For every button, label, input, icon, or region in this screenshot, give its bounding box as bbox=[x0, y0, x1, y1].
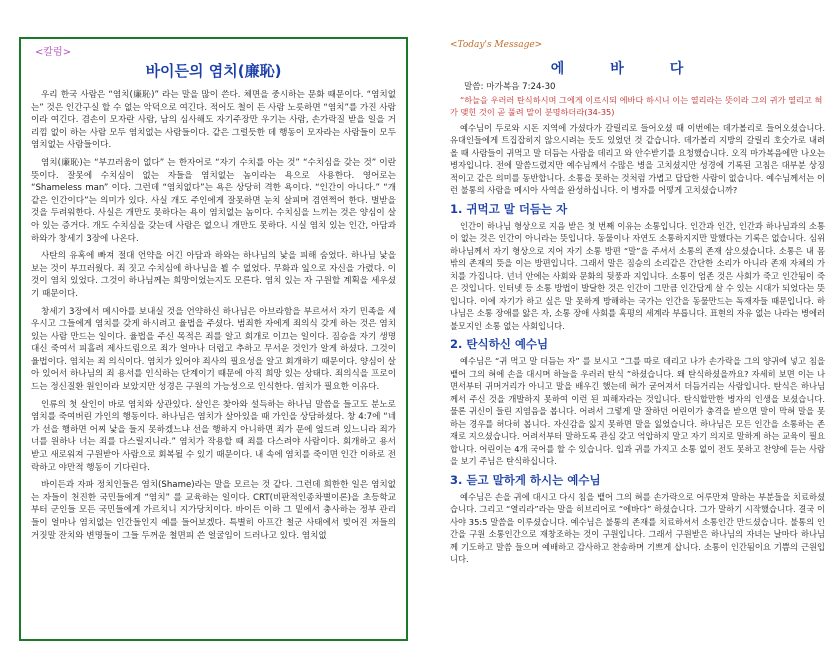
column-tag: <칼럼> bbox=[35, 47, 72, 58]
column-box bbox=[19, 37, 408, 641]
column-paragraph: 우리 한국 사람은 “염치(廉恥)” 라는 말을 많이 쓴다. 체면을 중시하는 문화 때문이다. “염치없는” 것은 인간구실 할 수 없는 악덕으로 여긴다. 적어도 철이 든 사람 노릇하면 “염치”를 가진 사람이라 여긴다. 겸손이 모자란 사람, 남의 심사해도 자기주장만 우기는 사람, 손가락질 받을 일을 거리낌 없이 하는 사람 모두 염치없는 사람들이다. 같은 그럴듯한 데 행동이 모자라는 사람들이 모두 염치없는 사람들이다. bbox=[31, 90, 396, 151]
section-heading: 3. 듣고 말하게 하시는 예수님 bbox=[450, 472, 601, 487]
section-paragraph: 인간이 하나님 형상으로 지음 받은 첫 번째 이유는 소통입니다. 인간과 인간, 인간과 하나님과의 소통이 없는 것은 인간이 아니라는 뜻입니다. 동물이나 자연도 소통하지지만 말했다는 기록은 없습니다. 심위 하나님께서 자기 형상으로 지어 자기 소통 방편 “말”을 주셔서 소통의 존재 삼으셨습니다. 소통은 내 몸 밖의 존재의 뜻을 이는 방편입니다. 그래서 말은 짐승의 소리같은 간단한 소리가 아니라 존재 자체의 가치를 가집니다. 넌너 안에는 사회와 문화의 뒷풍과 지입니다. 소통이 엄존 것은 사회가 죽고 인간됨이 죽은 것입니다. 인터넷 등 소통 방법이 발달한 것은 인간이 그만큼 인간답게 살 수 있는 시대가 되었다는 뜻입니다. 이에 자기가 하고 싶은 말 못하게 방해하는 국가는 인간을 동물만드는 독재자들 때문입니다. 하나님은 소통 장애를 앓은 자, 소통 장애 사회를 혹평의 세계라 부릅니다. 표현의 자유 없는 나라는 병에러 불모지인 소통 없는 사회입니다. bbox=[450, 220, 825, 331]
column-paragraph: 바이든과 자파 정치인들은 염치(Shame)라는 말을 모르는 것 같다. 그런데 희한한 일은 염치없는 자들이 천진한 국민들에게 “염치” 를 교육하는 일이다. CRT(비판적인종차별이론)을 초등학교부터 군인들 모든 국민들에게 가르치니 지가당치이다. 바이든 이하 그 밑에서 충사하는 정부 관리들이 얼마나 염치없는 인간들인지 예를 들어보겠다. 특별히 아프간 철군 사태에서 빚어진 저들의 거짓말 잔치와 변명들이 그들 두꺼운 철면피 쓴 얼굴임이 드러나고 있다. 염치없 bbox=[31, 480, 396, 541]
scripture-quote: “하늘을 우러러 탄식하시며 그에게 이르시되 에바다 하시니 이는 열리라는 뜻이라 그의 귀가 열리고 혀가 맺힌 것이 곧 풀려 말이 분명하더라(34-35) bbox=[450, 95, 823, 118]
section-heading: 2. 탄식하신 예수님 bbox=[450, 337, 549, 352]
column-paragraph: 인류의 첫 살인이 바로 염치와 상관있다. 살인은 찾아와 설득하는 하나님 말씀을 들고도 분노로 염치를 죽여버린 가인의 행동이다. 하나님은 염치가 살아있을 때 가인을 상담하셨다. 창 4:7에 “네가 선을 행하면 어찌 낯을 들지 못하겠느냐 선을 행하지 아니하면 죄가 문에 엎드려 있느니라 죄가 너를 원하나 너는 죄를 다스릴지니라.” 염치가 작용할 때 죄를 다스려야 사람이다. 회개하고 용서 받고 새로워져 구원받아 사람으로 회복될 수 있기 때문이다. 내 속에 염치를 죽이면 인간 이하로 전락하고 야만적 행동이 기다린다. bbox=[31, 399, 396, 473]
column-paragraph: 염치(廉恥)는 “부끄러움이 없다” 는 한자어로 “자기 수치를 아는 것” “수치심을 갖는 것” 이란 뜻이다. 잘못에 수치심이 없는 자들을 염치없는 놈이라는 욕으로 사용한다. 영어로는 “Shameless man” 이다. 그런데 “염치없다”는 욕은 상당히 격한 욕이다. “인간이 아니다.” “개 같은 인간이다”는 의미가 있다. 사실 개도 주인에게 잘못하면 눈치 살피며 겸연쩍어 한다. 벌받을 것을 두려워한다. 사실은 개만도 못하다는 욕이 염치없는 놈이다. 수치심을 느끼는 것은 양심이 살아 있는 증거다. 개도 수치심을 갖는데 사람은 없으니 개만도 못하다. 시실 염치 있는 인간, 아담과 하와가 창세기 3장에 나온다. bbox=[31, 157, 396, 244]
message-title: 에바다 bbox=[550, 61, 730, 77]
right-page bbox=[420, 0, 835, 645]
message-header: <Today's Message> bbox=[450, 40, 543, 50]
column-paragraph: 사탄의 유혹에 빠져 절대 언약을 어긴 아담과 하와는 하나님의 낯을 피해 숨었다. 하나님 낯을 보는 것이 부끄러웠다. 죄 짓고 수치심에 하나님을 뵐 수 없었다. 무화과 잎으로 자신을 가렸다. 이것이 염치 있었다. 그것이 하나님께는 희망이었는지도 모른다. 염치 있는 자 구원할 계획을 세우셨기 때문이다. bbox=[31, 251, 396, 299]
message-body bbox=[450, 80, 825, 569]
section-paragraph: 예수님은 손을 귀에 대시고 다시 침을 뱉어 그의 혀를 손가락으로 어루만져 말하는 부분들을 치료하셨습니다. 그리고 “열리라”라는 말을 히브리어로 “에바다” 하셨습니다. 그가 말하기 시작했습니다. 결국 이사야 35:5 말씀을 이루셨습니다. 예수님은 불통의 존재를 치료하셔서 소통인간 만드셨습니다. 불통의 인간을 구원 소통인간으로 재창조하는 것이 구원입니다. 그래서 구원받은 하나님의 자녀는 날마다 하나님께 기도하고 말씀 들으며 예배하고 감사하고 찬송하며 기쁘게 삽니다. 소통이 인간됨이요 기쁨의 근원입니다. bbox=[450, 491, 825, 565]
section-heading: 1. 귀먹고 말 더듬는 자 bbox=[450, 201, 568, 216]
column-paragraph: 창세기 3장에서 메시아를 보내실 것을 언약하신 하나님은 아브라함을 부르셔서 자기 민족을 세우시고 그들에게 염치를 갖게 하시려고 율법을 주셨다. 범죄한 자에게 죄의식 갖게 하는 것은 염치 있는 사람 만드는 일이다. 율법을 주신 목적은 죄를 알고 회개로 이끄는 일이다. 짐승을 자기 생명 대신 죽여서 피흘려 제사드림으로 죄가 얼마나 더럽고 추하고 무서운 것인가 알게 하셨다. 그것이 율법이다. 염치는 죄 의식이다. 염치가 있어야 죄사의 필요성을 알고 회개하기 때문이다. 양심이 살아 있어서 하나님의 죄 용서를 인식하는 단계이기 때문에 아직 희망 있는 상태다. 죄의식을 프로이드는 정신질환 원인이라 보았지만 성경은 구원의 가능성으로 인식한다. 염치가 필요한 이유다. bbox=[31, 306, 396, 393]
intro-paragraph: 예수님이 두로와 시돈 지역에 가셨다가 갈릴리로 들어오셨 때 이번에는 데가볼리로 들어오셨습니다. 유대인들에게 트집잡히지 않으시려는 듯도 있었던 것 같습니다. 데가볼리 지방의 갈릴리 호숫가로 내려올 때 사람들이 귀먹고 말 더듬는 사람을 데리고 와 안수받기를 요청했습니다. 오직 마가복음에만 나오는 병자입니다. 전에 말씀드렸지만 예수님께서 수많은 병을 고치셨지만 성경에 기록된 고침은 대부분 상징적이고 같은 의미를 동반합니다. 소통을 못하는 것처럼 가볍고 답답한 사람이 없습니다. 예수님께서는 이런 불통의 사람을 메시아 사역을 완성하십니다. 이 병자를 어떻게 고치셨습니까? bbox=[450, 122, 825, 196]
left-page bbox=[0, 0, 408, 645]
column-title: 바이든의 염치(廉恥) bbox=[145, 62, 282, 80]
scripture-reference: 말씀: 마가복음 7:24-30 bbox=[464, 82, 556, 92]
section-paragraph: 예수님은 “귀 먹고 말 더듬는 자” 를 보시고 “그를 따로 데리고 나가 손가락을 그의 양귀에 넣고 침을 뱉어 그의 혀에 손을 대시며 하늘을 우러러 탄식 ”하셨습니다. 왜 탄식하셨을까요? 자세히 보면 이는 나면서부터 귀머거리가 아니고 말을 배우긴 했는데 혀가 굳어져서 더듬거리는 사람입니다. 탄식은 하나님께서 주신 것을 개발하지 못하여 이런 된 피해자라는 것입니다. 탄식할만한 병자의 인생을 보셨습니다. 물론 귀신이 들린 지염음을 봅니다. 어려서 그렇게 말 잘하던 어린이가 충격을 받으면 말이 막혀 말을 못하는 경우를 허다히 봅니다. 자신감을 잃지 못하면 말을 잃었습니다. 하나님은 모든 인간을 소통하는 존재로 지으셨습니다. 어려서부터 말하도록 관심 갖고 억압하지 말고 자기 의지로 말하게 하는 교육이 필요합니다. 어린이는 4개 국어를 할 수 있습니다. 입과 귀를 가지고 소통 없이 전도 못하고 찬양에 듣는 사람을 보기 주님은 탄식하십니다. bbox=[450, 356, 825, 467]
